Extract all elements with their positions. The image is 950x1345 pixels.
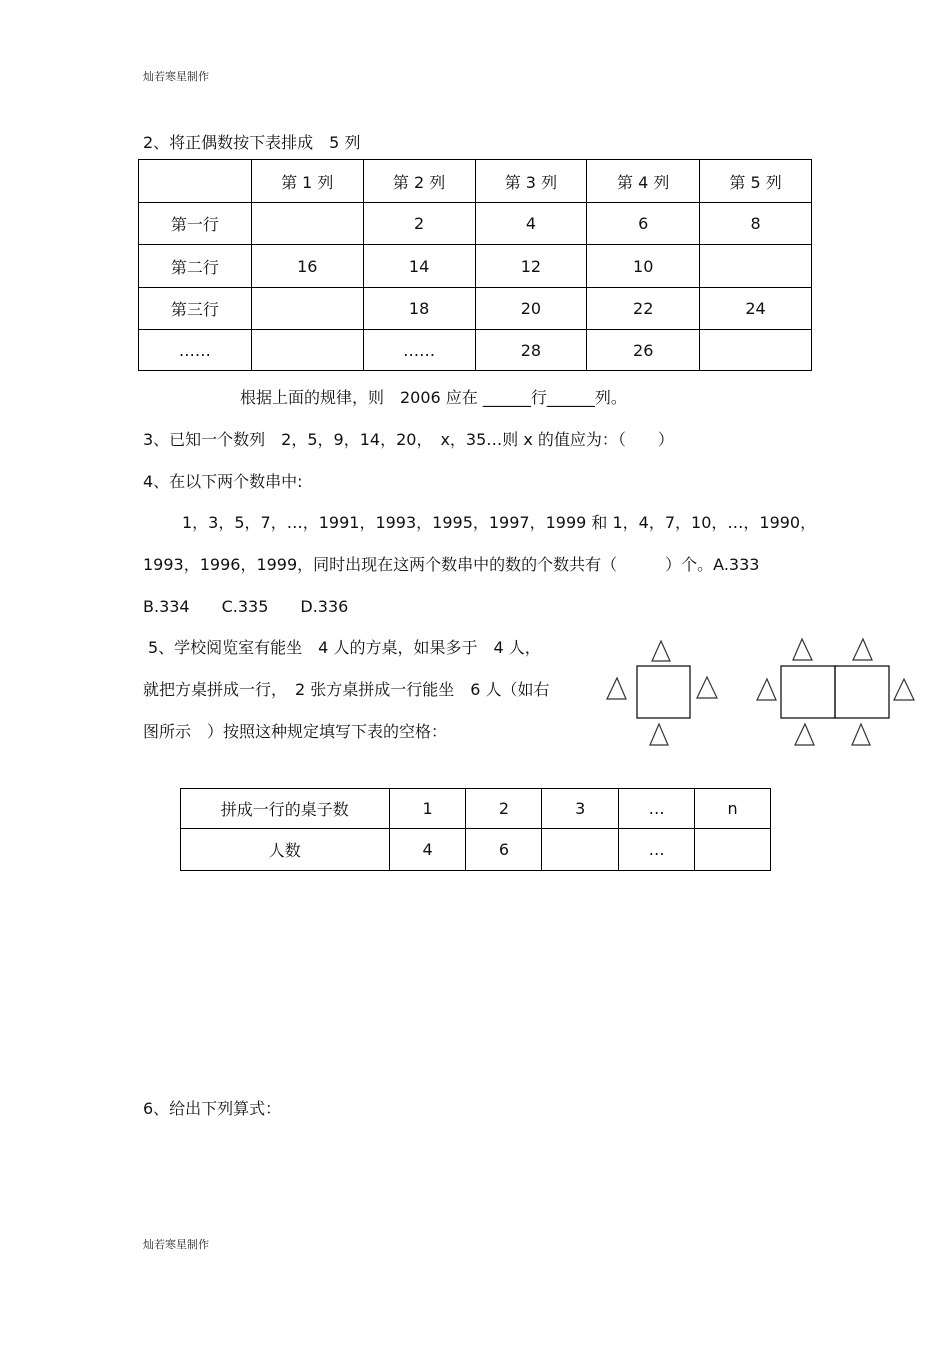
q5-table (180, 788, 771, 871)
table-cell (542, 829, 619, 871)
table-cell: 16 (251, 245, 363, 288)
table-cell: 8 (700, 203, 812, 245)
square-table-icon (637, 666, 690, 718)
table-cell (700, 330, 812, 371)
table-cell (251, 203, 363, 245)
q3-text: 3、已知一个数列 2，5，9，14，20， x，35…则 x 的值应为：（ ） (143, 430, 674, 449)
table-cell: 拼成一行的桌子数 (181, 789, 390, 829)
table-cell: 第一行 (139, 203, 252, 245)
table-cell: 4 (389, 829, 466, 871)
q5-line3: 图所示 ）按照这种规定填写下表的空格： (143, 722, 448, 741)
table-row (139, 330, 812, 371)
table-cell: 1 (389, 789, 466, 829)
table-cell: 3 (542, 789, 619, 829)
q4-title: 4、在以下两个数串中: (143, 472, 303, 491)
seat-triangle-icon (852, 724, 870, 745)
table-cell: 人数 (181, 829, 390, 871)
q2-title: 2、将正偶数按下表排成 5 列 (143, 133, 361, 152)
q4-options: B.334 C.335 D.336 (143, 597, 349, 616)
table-cell: 2 (466, 789, 542, 829)
footer-maker: 灿若寒星制作 (143, 1238, 209, 1251)
q2-header-cell: 第 4 列 (587, 160, 700, 203)
table-cell: 24 (700, 288, 812, 330)
table-cell: 20 (475, 288, 587, 330)
table-cell (700, 245, 812, 288)
q6-title: 6、给出下列算式： (143, 1099, 282, 1118)
seat-triangle-icon (757, 679, 776, 700)
single-table-figure (600, 630, 730, 755)
seat-triangle-icon (853, 639, 872, 660)
seat-triangle-icon (607, 678, 626, 699)
square-table-icon (781, 666, 835, 718)
seat-triangle-icon (894, 679, 914, 700)
table-cell: … (619, 829, 695, 871)
table-cell: 12 (475, 245, 587, 288)
table-cell: n (695, 789, 771, 829)
seat-triangle-icon (795, 724, 814, 745)
q2-header-cell (139, 160, 252, 203)
q2-header-row (139, 160, 812, 203)
q5-line2: 就把方桌拼成一行， 2 张方桌拼成一行能坐 6 人（如右 (143, 680, 550, 699)
table-cell: 6 (466, 829, 542, 871)
q2-table (138, 159, 812, 371)
table-cell: …… (363, 330, 475, 371)
table-cell: 14 (363, 245, 475, 288)
table-cell: 6 (587, 203, 700, 245)
seat-triangle-icon (697, 677, 717, 698)
table-cell: 4 (475, 203, 587, 245)
q2-question: 根据上面的规律，则 2006 应在 ______行______列。 (240, 388, 627, 407)
q2-header-cell: 第 2 列 (363, 160, 475, 203)
q4-line1: 1，3，5，7，…，1991，1993，1995，1997，1999 和 1，4，7，10，…，1990， (182, 513, 817, 532)
table-row (139, 245, 812, 288)
seat-triangle-icon (793, 639, 812, 660)
table-row (139, 203, 812, 245)
q2-header-cell: 第 3 列 (475, 160, 587, 203)
table-cell (695, 829, 771, 871)
table-row (181, 789, 771, 829)
table-row (181, 829, 771, 871)
table-cell: 26 (587, 330, 700, 371)
header-maker: 灿若寒星制作 (143, 70, 209, 83)
table-cell (251, 330, 363, 371)
table-cell: 28 (475, 330, 587, 371)
table-cell: 22 (587, 288, 700, 330)
seat-triangle-icon (650, 724, 668, 745)
square-table-icon (835, 666, 889, 718)
table-cell (251, 288, 363, 330)
table-cell: 10 (587, 245, 700, 288)
table-cell: 第三行 (139, 288, 252, 330)
double-table-figure (750, 630, 920, 755)
table-cell: 2 (363, 203, 475, 245)
table-row (139, 288, 812, 330)
q4-line2: 1993，1996，1999，同时出现在这两个数串中的数的个数共有（ ）个。A.333 (143, 555, 760, 574)
seat-triangle-icon (652, 641, 670, 661)
table-cell: 第二行 (139, 245, 252, 288)
table-cell: …… (139, 330, 252, 371)
q2-header-cell: 第 1 列 (251, 160, 363, 203)
table-cell: 18 (363, 288, 475, 330)
q5-line1: 5、学校阅览室有能坐 4 人的方桌，如果多于 4 人， (148, 638, 541, 657)
table-cell: … (619, 789, 695, 829)
q2-header-cell: 第 5 列 (700, 160, 812, 203)
